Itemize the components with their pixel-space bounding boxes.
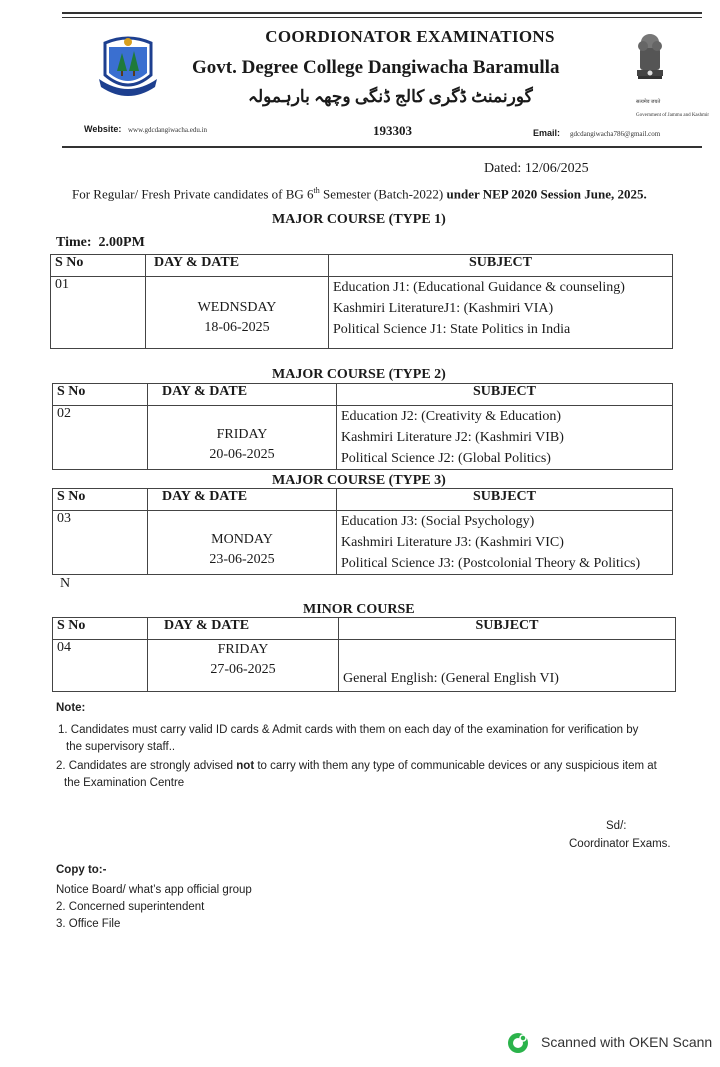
top-rule-thick [62,12,702,14]
note-2-line2: the Examination Centre [64,777,185,789]
note-2-part-b: to carry with them any type of communicable devices or any suspicious item at [254,760,657,772]
section-title-type2: MAJOR COURSE (TYPE 2) [272,367,446,382]
exam-time: Time: 2.00PM [56,235,145,250]
phone-number: 193303 [373,123,412,138]
header-sno: S No [53,618,148,640]
subject-item: Political Science J1: State Politics in India [333,322,571,337]
row-subjects [339,640,676,692]
header-day-date: DAY & DATE [146,255,329,277]
subject-item: Political Science J3: (Postcolonial Theory & Politics) [341,556,641,571]
intro-sup: th [313,186,320,195]
college-name: Govt. Degree College Dangiwacha Baramulla [192,57,560,78]
note-2-bold: not [236,760,255,772]
signature-title: Coordinator Exams. [569,838,671,850]
header-day-date: DAY & DATE [148,618,339,640]
note-2-part-a: 2. Candidates are strongly advised [56,760,237,772]
schedule-table-type2 [52,383,673,470]
note-heading: Note: [56,702,86,714]
subject-item: Kashmiri Literature J2: (Kashmiri VIB) [341,430,564,445]
scanner-watermark-text: Scanned with OKEN Scann [541,1034,713,1050]
row-sno: 04 [53,640,148,692]
top-rule-thin [62,17,702,18]
row-sno: 03 [53,511,148,575]
row-day-date [146,277,329,349]
email-value[interactable]: gdcdangiwacha786@gmail.com [570,130,661,138]
emblem-motto: सत्यमेव जयते [636,100,661,105]
row-date: 20-06-2025 [209,446,275,462]
header-subject: SUBJECT [339,618,676,640]
row-day-date [148,406,337,470]
row-subjects [329,277,673,349]
row-subjects [337,406,673,470]
header-subject: SUBJECT [329,255,673,277]
college-name-urdu: گورنمنٹ ڈگری کالج ڈنگی وچھہ بارہمولہ [248,87,533,106]
header-subject: SUBJECT [337,384,673,406]
subject-item: Education J3: (Social Psychology) [341,514,535,529]
schedule-table-type1 [50,254,673,349]
subject-item: Education J2: (Creativity & Education) [341,409,562,424]
row-sno: 01 [51,277,146,349]
row-day: MONDAY [211,531,273,547]
section-title-minor: MINOR COURSE [303,602,415,617]
schedule-table-minor [52,617,676,692]
row-date: 27-06-2025 [210,662,276,677]
emblem-caption: Government of Jammu and Kashmir [636,113,710,118]
intro-part1: For Regular/ Fresh Private candidates of BG 6 [72,186,314,202]
college-logo [95,35,161,97]
state-emblem [628,32,672,102]
note-1-line1: 1. Candidates must carry valid ID cards & Admit cards with them on each day of the examination for verification by [58,724,639,736]
intro-part3: under NEP 2020 Session June, 2025. [446,186,647,202]
header-sno: S No [51,255,146,277]
subject-item: Kashmiri LiteratureJ1: (Kashmiri VIA) [333,301,554,316]
row-day-date [148,640,339,692]
scanner-logo-icon [506,1031,530,1055]
row-subjects [337,511,673,575]
header-day-date: DAY & DATE [148,384,337,406]
row-day-date [148,511,337,575]
copy-item: 2. Concerned superintendent [56,901,205,913]
row-day: FRIDAY [216,426,268,442]
copy-item: 3. Office File [56,918,121,930]
header-sno: S No [53,489,148,511]
header-sno: S No [53,384,148,406]
subject-item: Kashmiri Literature J3: (Kashmiri VIC) [341,535,564,550]
website-value[interactable]: www.gdcdangiwacha.edu.in [128,126,208,134]
row-sno: 02 [53,406,148,470]
stray-letter: N [60,576,71,591]
email-label: Email: [533,128,561,138]
row-day: WEDNSDAY [197,299,277,315]
header-subject: SUBJECT [337,489,673,511]
header-day-date: DAY & DATE [148,489,337,511]
subject-item: General English: (General English VI) [343,671,559,686]
row-day: FRIDAY [217,642,269,657]
signature-sd: Sd/: [606,820,627,832]
section-title-type1: MAJOR COURSE (TYPE 1) [272,212,446,227]
header-rule [62,146,702,148]
website-label: Website: [84,124,122,134]
intro-part2: Semester (Batch-2022) [319,186,447,202]
subject-item: Education J1: (Educational Guidance & counseling) [333,280,625,295]
row-date: 18-06-2025 [204,319,270,335]
intro-line [72,186,647,202]
note-1-line2: the supervisory staff.. [66,741,176,753]
section-title-type3: MAJOR COURSE (TYPE 3) [272,473,446,488]
document-title: COORDIONATOR EXAMINATIONS [265,27,555,46]
row-date: 23-06-2025 [209,551,275,567]
copy-item: Notice Board/ what’s app official group [56,884,252,896]
note-2-line1 [56,760,657,772]
dated: Dated: 12/06/2025 [484,161,589,176]
copy-heading: Copy to:- [56,864,107,876]
subject-item: Political Science J2: (Global Politics) [341,451,551,466]
schedule-table-type3 [52,488,673,575]
